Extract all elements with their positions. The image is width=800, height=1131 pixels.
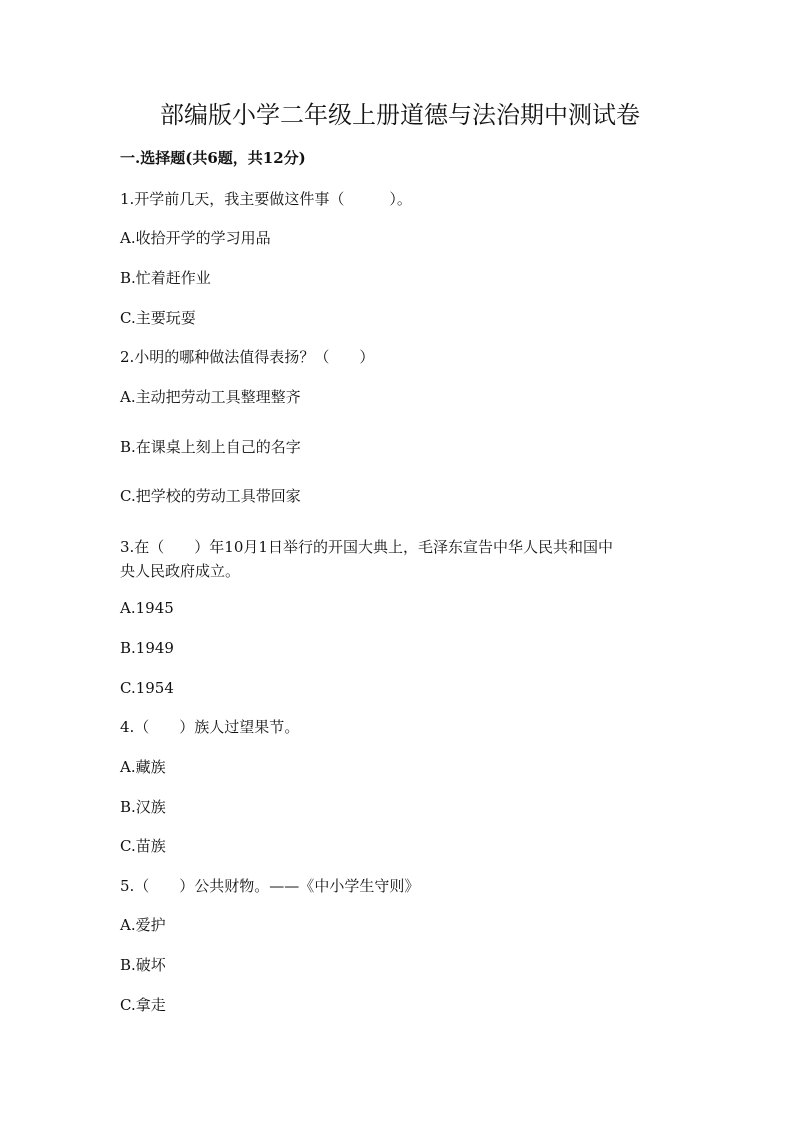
question-1-stem: 1.开学前几天，我主要做这件事（ ）。	[120, 190, 412, 208]
question-2-option-b: B.在课桌上刻上自己的名字	[120, 438, 301, 456]
question-5-stem: 5.（ ）公共财物。——《中小学生守则》	[120, 877, 420, 895]
question-3-option-b: B.1949	[120, 639, 174, 657]
question-3-stem-line-1: 3.在（ ）年10月1日举行的开国大典上，毛泽东宣告中华人民共和国中	[120, 538, 613, 556]
question-4-option-a: A.藏族	[120, 758, 166, 776]
question-4-stem: 4.（ ）族人过望果节。	[120, 718, 300, 736]
question-1-option-a: A.收拾开学的学习用品	[120, 229, 271, 247]
section-heading: 一.选择题(共6题，共12分)	[120, 149, 306, 167]
question-3-option-c: C.1954	[120, 679, 174, 697]
page-title: 部编版小学二年级上册道德与法治期中测试卷	[160, 101, 640, 129]
question-2-option-a: A.主动把劳动工具整理整齐	[120, 388, 301, 406]
question-5-option-a: A.爱护	[120, 916, 166, 934]
question-1-option-b: B.忙着赶作业	[120, 269, 211, 287]
question-5-option-b: B.破坏	[120, 956, 166, 974]
question-2-option-c: C.把学校的劳动工具带回家	[120, 487, 301, 505]
question-5-option-c: C.拿走	[120, 996, 166, 1014]
question-3-stem-line-2: 央人民政府成立。	[120, 562, 241, 580]
question-2-stem: 2.小明的哪种做法值得表扬？（ ）	[120, 348, 375, 366]
question-4-option-b: B.汉族	[120, 798, 166, 816]
question-4-option-c: C.苗族	[120, 837, 166, 855]
question-3-option-a: A.1945	[120, 599, 174, 617]
question-1-option-c: C.主要玩耍	[120, 309, 196, 327]
